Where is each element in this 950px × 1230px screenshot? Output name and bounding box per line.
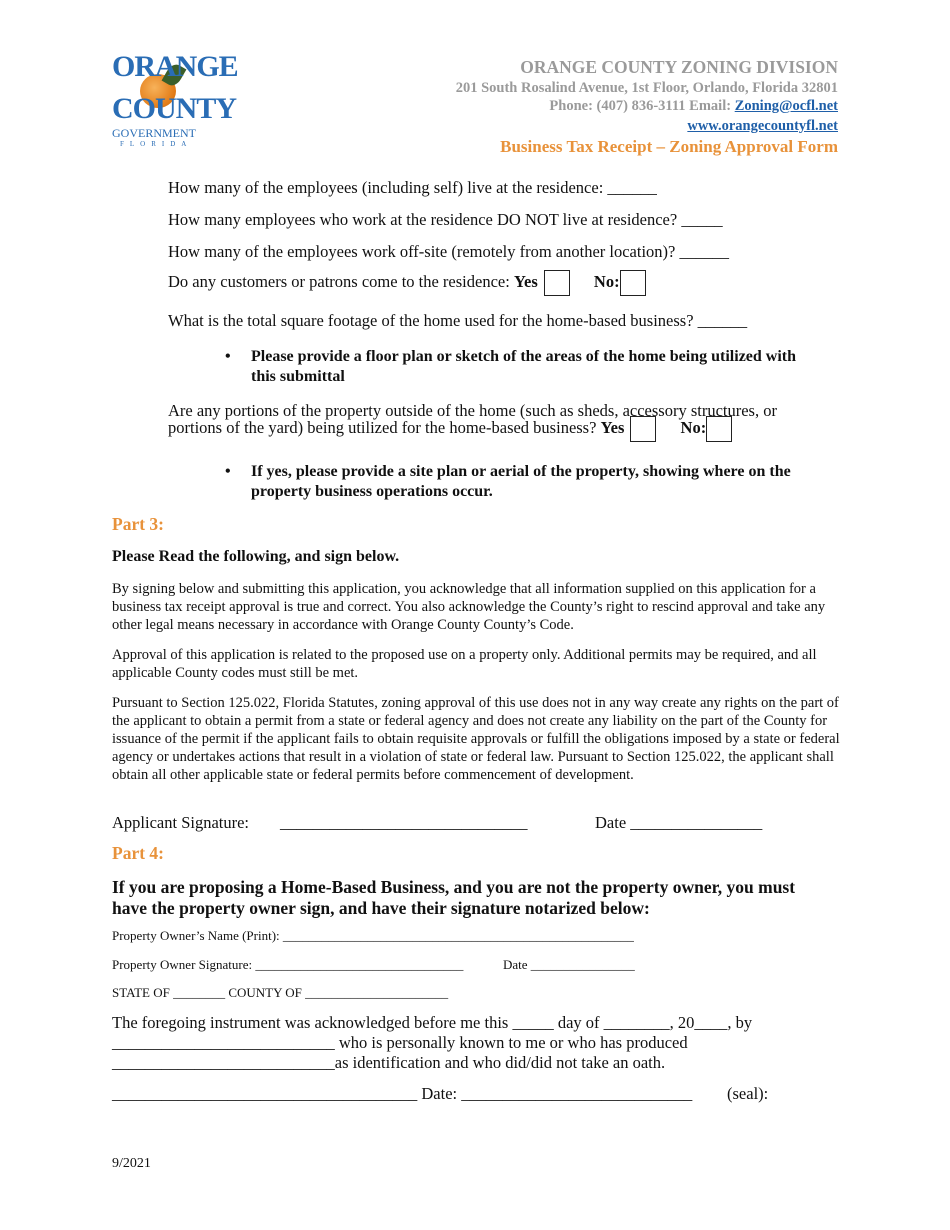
part3-subheading: Please Read the following, and sign below. xyxy=(112,548,400,565)
part3-paragraph-1: By signing below and submitting this application, you acknowledge that all information supplied on this application for a business tax receipt approval is true and correct. You also acknowledge the County’s right to rescind approval and take any other legal means necessary in accordance with Orange County County’s Code. xyxy=(112,581,826,633)
part3-paragraph-3: Pursuant to Section 125.022, Florida Statutes, zoning approval of this use does not in any way create any rights on the part of the applicant to obtain a permit from a state or federal agency and does not create any liability on the part of the County for issuance of the permit if the applicant fails to obtain requisite approvals or fulfill the obligations imposed by a state or federal agency or undertakes actions that result in a violation of state or federal law. Pursuant to Section 125.022, the applicant shall obtain all other applicable state or federal permits before commencement of development. xyxy=(112,695,840,783)
division-phone xyxy=(549,98,838,115)
customers-yes-checkbox[interactable] xyxy=(544,270,570,296)
bullet-site-plan-line2: property business operations occur. xyxy=(251,483,493,500)
division-address: 201 South Rosalind Avenue, 1st Floor, Orlando, Florida 32801 xyxy=(455,80,838,96)
logo-word-florida: FLORIDA xyxy=(120,140,193,148)
question-outside-property-line2: portions of the yard) being utilized for the home-based business? xyxy=(168,417,601,437)
applicant-date-field[interactable]: Date ________________ xyxy=(595,813,763,832)
website-row xyxy=(687,118,838,135)
logo-word-county: COUNTY xyxy=(112,92,237,125)
bullet-site-plan-line1: If yes, please provide a site plan or aerial of the property, showing where on the xyxy=(251,463,791,480)
bullet-floor-plan xyxy=(225,347,845,387)
question-outside-property-line1: Are any portions of the property outside of the home (such as sheds, accessory structures, or xyxy=(168,401,777,420)
website-link[interactable]: www.orangecountyfl.net xyxy=(687,118,838,134)
state-county-field[interactable]: STATE OF ________ COUNTY OF ______________________ xyxy=(112,985,449,1000)
question-employees-offsite: How many of the employees work off-site (remotely from another location)? ______ xyxy=(168,242,729,261)
notary-line-3: ___________________________as identification and who did/did not take an oath. xyxy=(112,1053,666,1072)
question-employees-live: How many of the employees (including self) live at the residence: ______ xyxy=(168,178,657,197)
bullet-icon: • xyxy=(225,348,231,365)
outside-yes-checkbox[interactable] xyxy=(630,416,656,442)
bullet-floor-plan-line2: this submittal xyxy=(251,368,345,385)
bullet-site-plan xyxy=(225,462,845,502)
part3-heading: Part 3: xyxy=(112,514,164,534)
notary-block xyxy=(112,1013,752,1073)
part4-heading: Part 4: xyxy=(112,843,164,863)
question-square-footage: What is the total square footage of the home used for the home-based business? ______ xyxy=(168,311,748,330)
bullet-icon: • xyxy=(225,463,231,480)
revision-date: 9/2021 xyxy=(112,1156,151,1171)
form-title: Business Tax Receipt – Zoning Approval Form xyxy=(500,137,838,156)
yes-label: Yes xyxy=(513,271,538,291)
part4-intro-line1: If you are proposing a Home-Based Business, and you are not the property owner, you must xyxy=(112,877,796,897)
yes-label: Yes xyxy=(600,417,625,437)
email-link[interactable]: Zoning@ocfl.net xyxy=(734,98,838,114)
owner-name-field[interactable]: Property Owner’s Name (Print): ______________________________________________________ xyxy=(112,928,634,943)
logo-word-orange: ORANGE xyxy=(112,50,238,83)
seal-label: (seal): xyxy=(727,1084,769,1103)
notary-line-1: The foregoing instrument was acknowledged before me this _____ day of ________, 20____, by xyxy=(112,1013,753,1032)
no-label: No: xyxy=(593,271,620,291)
owner-date-field[interactable]: Date ________________ xyxy=(503,957,635,972)
part4-intro xyxy=(112,877,795,919)
division-title: ORANGE COUNTY ZONING DIVISION xyxy=(520,57,838,77)
notary-signature-date-field[interactable]: _____________________________________ Date: ____________________________ xyxy=(112,1084,693,1103)
owner-signature-field[interactable]: Property Owner Signature: ________________________________ xyxy=(112,957,464,972)
part4-intro-line2: have the property owner sign, and have their signature notarized below: xyxy=(112,898,650,918)
notary-line-2: ___________________________ who is personally known to me or who has produced xyxy=(112,1033,688,1052)
applicant-signature-label: Applicant Signature: xyxy=(112,813,250,832)
outside-no-checkbox[interactable] xyxy=(706,416,732,442)
question-outside-property xyxy=(168,416,732,442)
phone-text: Phone: (407) 836-3111 Email: xyxy=(549,98,735,114)
orange-county-logo xyxy=(110,50,238,150)
no-label: No: xyxy=(680,417,707,437)
applicant-signature-field[interactable]: ______________________________ xyxy=(280,813,528,832)
question-customers xyxy=(168,270,646,296)
part3-paragraph-2: Approval of this application is related to the proposed use on a property only. Additional permits may be required, and all applicable County codes must still be met. xyxy=(112,647,817,681)
bullet-floor-plan-line1: Please provide a floor plan or sketch of the areas of the home being utilized with xyxy=(251,348,797,365)
customers-no-checkbox[interactable] xyxy=(620,270,646,296)
logo-word-government: GOVERNMENT xyxy=(112,126,196,140)
question-employees-not-live: How many employees who work at the residence DO NOT live at residence? _____ xyxy=(168,210,723,229)
question-customers-text: Do any customers or patrons come to the residence: xyxy=(168,271,514,291)
